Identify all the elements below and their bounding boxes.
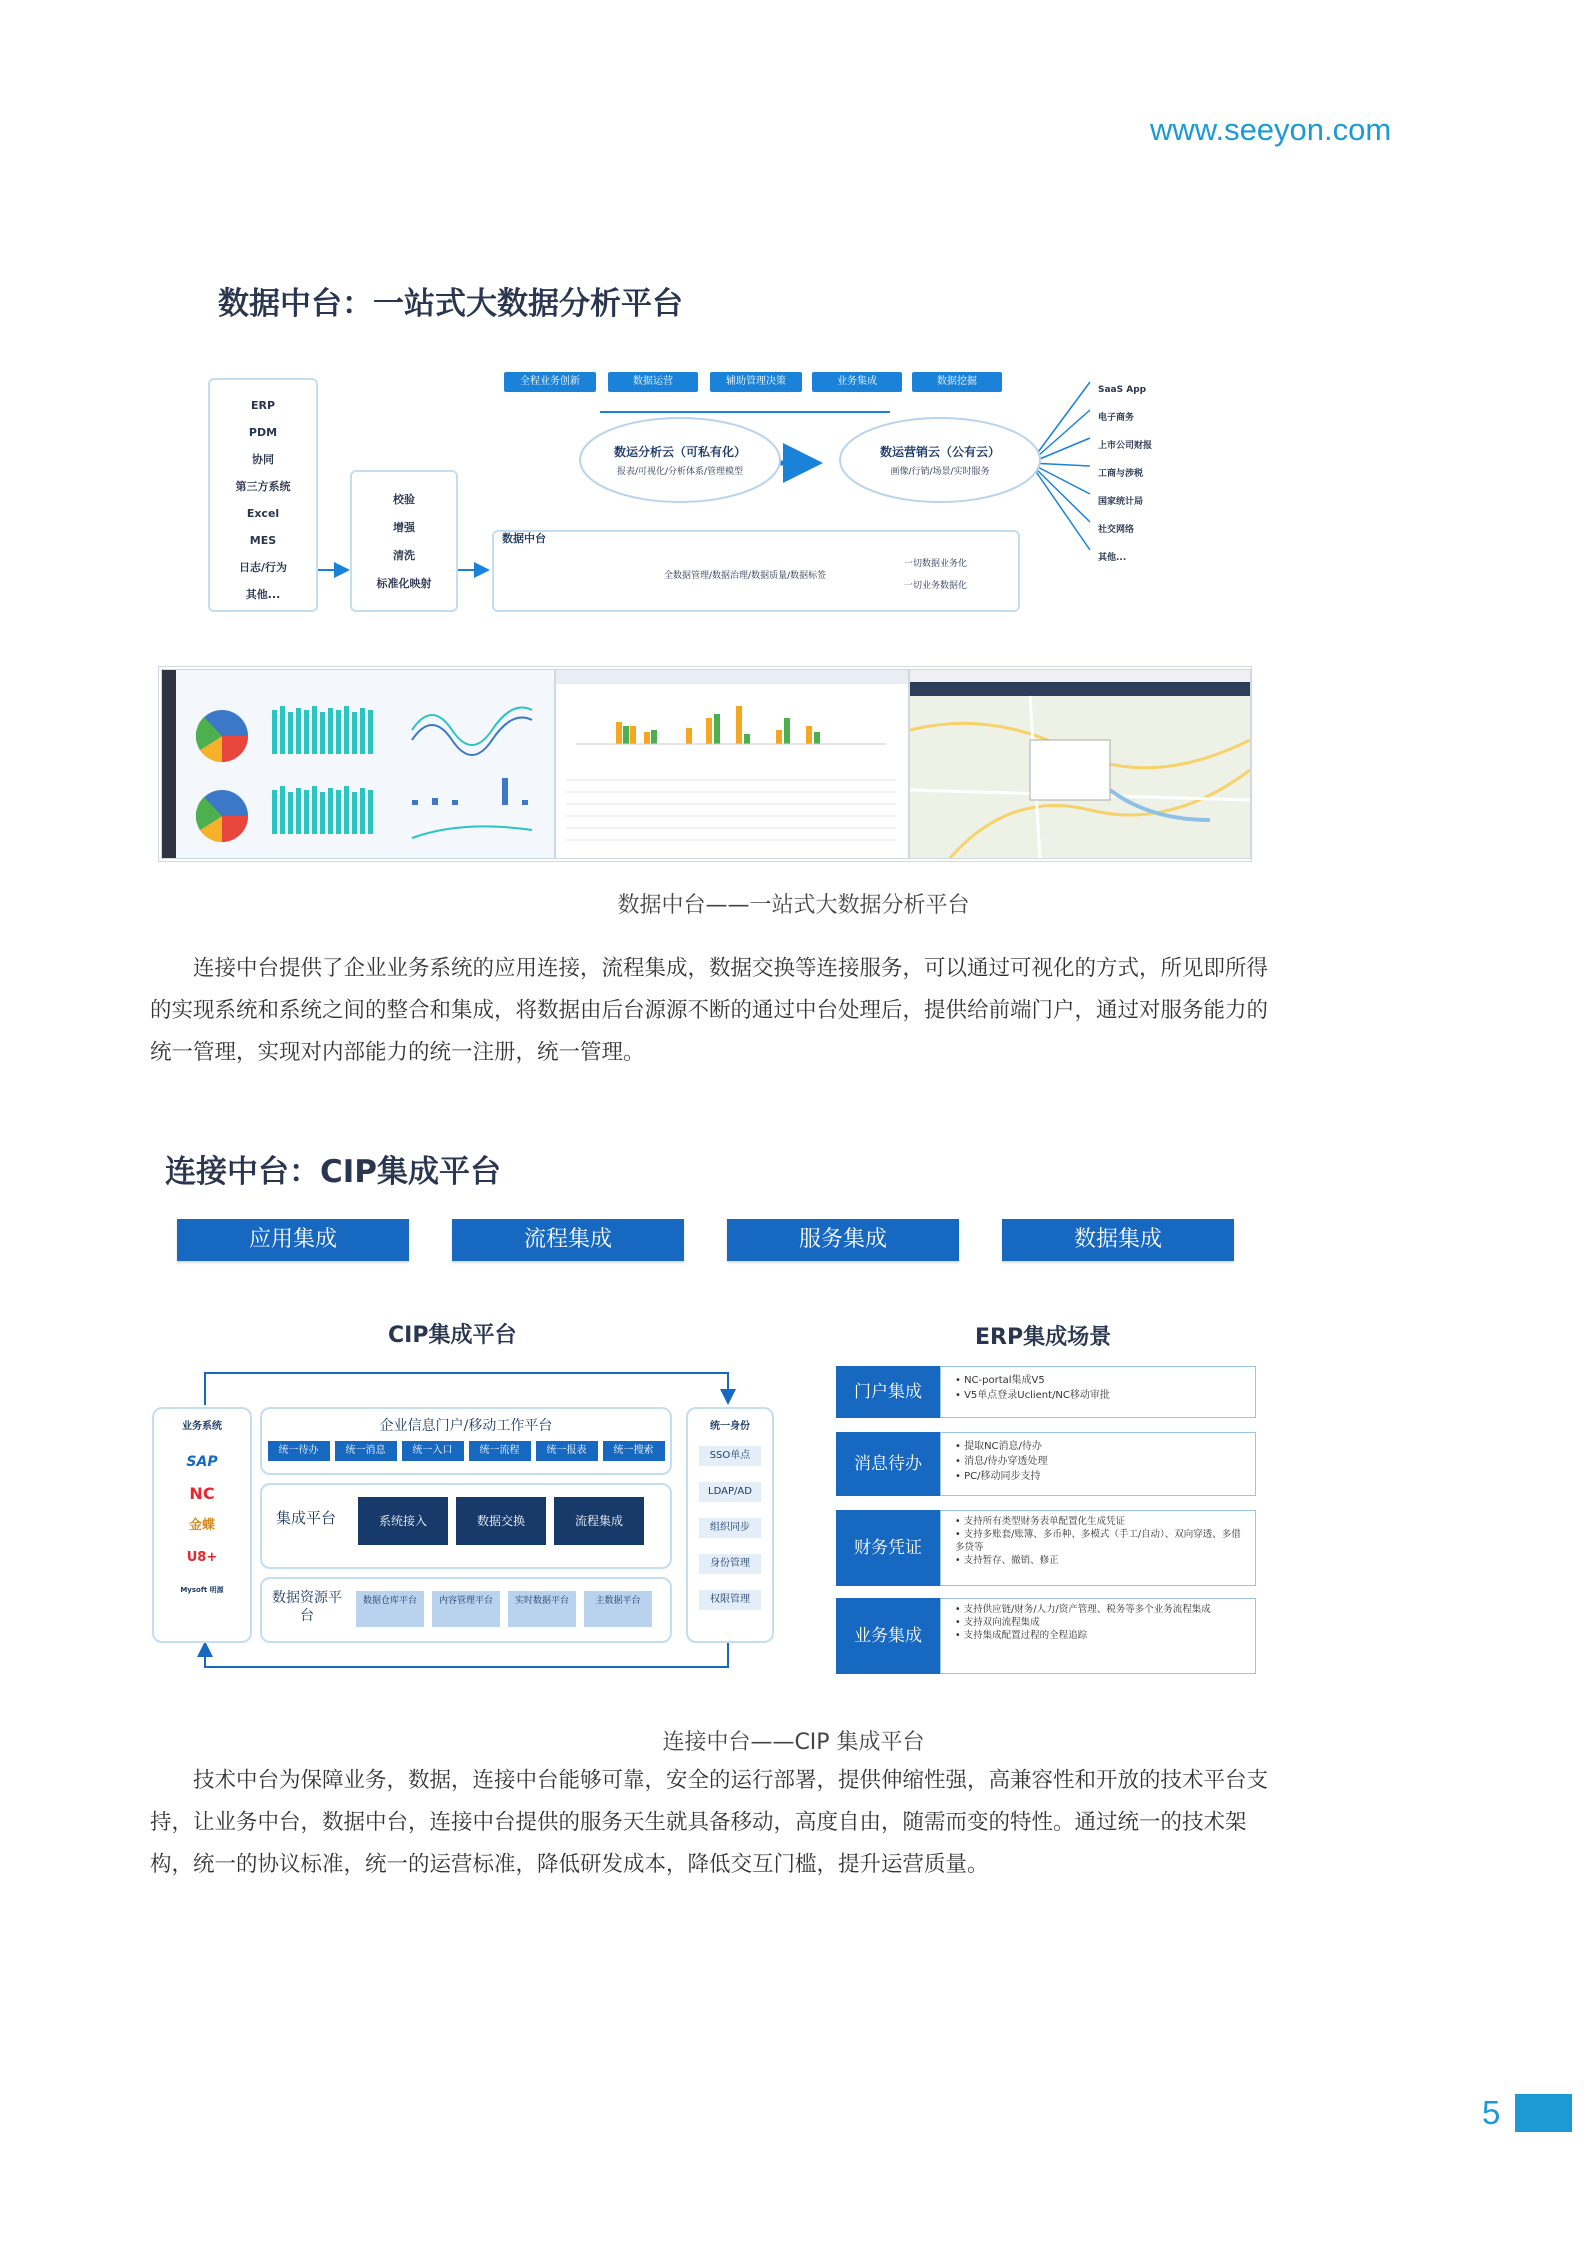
data-platform-box: [492, 530, 1020, 612]
paragraph-tech: 技术中台为保障业务，数据，连接中台能够可靠，安全的运行部署，提供伸缩性强，高兼容性和开放的技术平台支持，让业务中台，数据中台，连接中台提供的服务天生就具备移动，高度自由，随需而变的特性。通过统一的技术架构，统一的协议标准，统一的运营标准，降低研发成本，降低交互门槛，提升运营质量。: [150, 1768, 1269, 1877]
data-exchange-chip: 数据交换: [456, 1497, 546, 1545]
output-item: 国家统计局: [1098, 497, 1144, 507]
integration-label: 集成平台: [276, 1509, 337, 1527]
erp-item: • 支持供应链/财务/人力/资产管理、税务等多个业务流程集成: [955, 1604, 1211, 1615]
cip-diagram: [150, 1365, 775, 1675]
top-tag: 全程业务创新: [504, 372, 596, 392]
data-resources-label: 数据资源平台: [272, 1590, 342, 1624]
data-integration-button[interactable]: 数据集成: [1002, 1219, 1234, 1261]
output-item: SaaS App: [1098, 385, 1147, 395]
public-cloud-sub: 画像/行销/场景/实时服务: [890, 467, 990, 477]
erp-row-box: [940, 1598, 1256, 1674]
source-item: 日志/行为: [238, 561, 288, 574]
erp-row-box: [940, 1432, 1256, 1496]
service-integration-button[interactable]: 服务集成: [727, 1219, 959, 1261]
business-systems-box: [152, 1407, 252, 1643]
process-item: 校验: [393, 493, 415, 506]
integration-box: [260, 1483, 672, 1569]
identity-chip: 组织同步: [699, 1518, 761, 1538]
data-platform-label: 数据中台: [502, 532, 546, 545]
figure2-caption: 连接中台——CIP 集成平台: [662, 1730, 925, 1755]
identity-box: [686, 1407, 774, 1643]
paragraph-connect: 连接中台提供了企业业务系统的应用连接，流程集成，数据交换等连接服务，可以通过可视化的方式，所见即所得的实现系统和系统之间的整合和集成，将数据由后台源源不断的通过中台处理后，提供给前端门户，通过对服务能力的统一管理，实现对内部能力的统一注册，统一管理。: [150, 956, 1269, 1065]
erp-row-label: 财务凭证: [836, 1510, 940, 1586]
portal-chip: 统一待办: [268, 1441, 330, 1461]
kingdee-logo: 金蝶: [188, 1518, 215, 1533]
data-platform-right1: 一切数据业务化: [904, 559, 968, 569]
identity-chip: SSO单点: [699, 1446, 761, 1466]
identity-chip: LDAP/AD: [699, 1482, 761, 1502]
erp-row-label: 业务集成: [836, 1598, 940, 1674]
portal-chip: 统一消息: [335, 1441, 397, 1461]
mysoft-logo: Mysoft 明源: [180, 1586, 224, 1594]
output-item: 电子商务: [1098, 413, 1135, 423]
erp-title: ERP集成场景: [975, 1325, 1112, 1350]
data-res-chip: 数据仓库平台: [356, 1591, 424, 1627]
data-res-chip: 实时数据平台: [508, 1591, 576, 1627]
output-item: 上市公司财报: [1098, 441, 1153, 451]
portal-chip: 统一搜索: [603, 1441, 665, 1461]
source-item: Excel: [246, 507, 280, 520]
private-cloud-sub: 报表/可视化/分析体系/管理模型: [616, 467, 744, 477]
process-item: 清洗: [393, 549, 415, 562]
erp-item: • 支持集成配置过程的全程追踪: [955, 1630, 1088, 1641]
erp-row-box: [940, 1510, 1256, 1586]
nc-logo: NC: [189, 1484, 215, 1503]
identity-title: 统一身份: [710, 1421, 750, 1432]
portal-chip: 统一报表: [536, 1441, 598, 1461]
erp-row-label: 消息待办: [836, 1432, 940, 1496]
data-res-chip: 内容管理平台: [432, 1591, 500, 1627]
source-item: 第三方系统: [235, 480, 291, 493]
u8-logo: U8+: [186, 1550, 218, 1565]
erp-item: • 提取NC消息/待办: [955, 1441, 1042, 1452]
dashboard-screenshot-3: [909, 669, 1251, 859]
site-url[interactable]: www.seeyon.com: [1150, 112, 1392, 147]
output-item: 其他...: [1098, 553, 1127, 563]
top-tag: 数据挖掘: [912, 372, 1002, 392]
source-item: MES: [249, 534, 277, 547]
portal-chip: 统一入口: [402, 1441, 464, 1461]
system-access-chip: 系统接入: [358, 1497, 448, 1545]
process-item: 标准化映射: [376, 577, 432, 590]
public-cloud-title: 数运营销云（公有云）: [879, 445, 1000, 459]
figure1-title: 数据中台：一站式大数据分析平台: [218, 286, 683, 322]
data-platform-desc: 全数据管理/数据治理/数据质量/数据标签: [664, 571, 827, 581]
cip-title: CIP集成平台: [388, 1323, 517, 1348]
flow-integration-button[interactable]: 流程集成: [452, 1219, 684, 1261]
app-integration-button[interactable]: 应用集成: [177, 1219, 409, 1261]
erp-item: • 消息/待办穿透处理: [955, 1456, 1048, 1467]
private-cloud: [585, 443, 775, 477]
top-tag: 数据运营: [608, 372, 698, 392]
erp-item: • 支持多账套/账簿、多币种、多模式（手工/自动）、双向穿透、多借多贷等: [955, 1529, 1241, 1553]
portal-title: 企业信息门户/移动工作平台: [379, 1418, 553, 1434]
sources-box: [208, 378, 318, 612]
business-systems-label: 业务系统: [182, 1421, 222, 1432]
source-item: ERP: [250, 399, 276, 412]
process-item: 增强: [393, 521, 415, 534]
portal-chip: 统一流程: [469, 1441, 531, 1461]
dashboard-screenshots: [158, 666, 1252, 862]
flow-integration-chip: 流程集成: [554, 1497, 644, 1545]
output-item: 社交网络: [1098, 525, 1135, 535]
sap-logo: SAP: [186, 1454, 218, 1470]
private-cloud-title: 数运分析云（可私有化）: [613, 445, 746, 459]
erp-item: • 支持暂存、撤销、修正: [955, 1555, 1059, 1566]
dashboard-screenshot-1: [161, 669, 555, 859]
erp-row-box: [940, 1366, 1256, 1418]
erp-scenarios: [836, 1366, 1256, 1678]
identity-chip: 身份管理: [699, 1554, 761, 1574]
erp-item: • PC/移动同步支持: [955, 1471, 1041, 1482]
erp-item: • V5单点登录Uclient/NC移动审批: [955, 1390, 1110, 1401]
erp-item: • 支持所有类型财务表单配置化生成凭证: [955, 1516, 1126, 1527]
data-resources-box: [260, 1577, 672, 1643]
erp-item: • NC-portal集成V5: [955, 1375, 1045, 1386]
outputs-list: [1098, 376, 1152, 572]
public-cloud: [845, 443, 1035, 477]
page-number-bar: [1515, 2094, 1572, 2132]
figure1-diagram: [200, 360, 1200, 622]
portal-box: [260, 1407, 672, 1475]
figure2-title: 连接中台：CIP集成平台: [165, 1154, 502, 1190]
erp-row-label: 门户集成: [836, 1366, 940, 1418]
source-item: PDM: [248, 426, 278, 439]
process-box: [350, 470, 458, 612]
erp-item: • 支持双向流程集成: [955, 1617, 1040, 1628]
identity-chip: 权限管理: [699, 1590, 761, 1610]
page-number: 5: [1482, 2094, 1501, 2131]
figure1-caption: 数据中台——一站式大数据分析平台: [617, 893, 970, 918]
dashboard-screenshot-2: [555, 669, 909, 859]
data-res-chip: 主数据平台: [584, 1591, 652, 1627]
source-item: 其他...: [245, 588, 281, 601]
top-tag: 业务集成: [812, 372, 902, 392]
top-tag: 辅助管理决策: [710, 372, 802, 392]
output-item: 工商与涉税: [1098, 469, 1144, 479]
data-platform-right2: 一切业务数据化: [904, 581, 968, 591]
source-item: 协同: [252, 453, 274, 466]
